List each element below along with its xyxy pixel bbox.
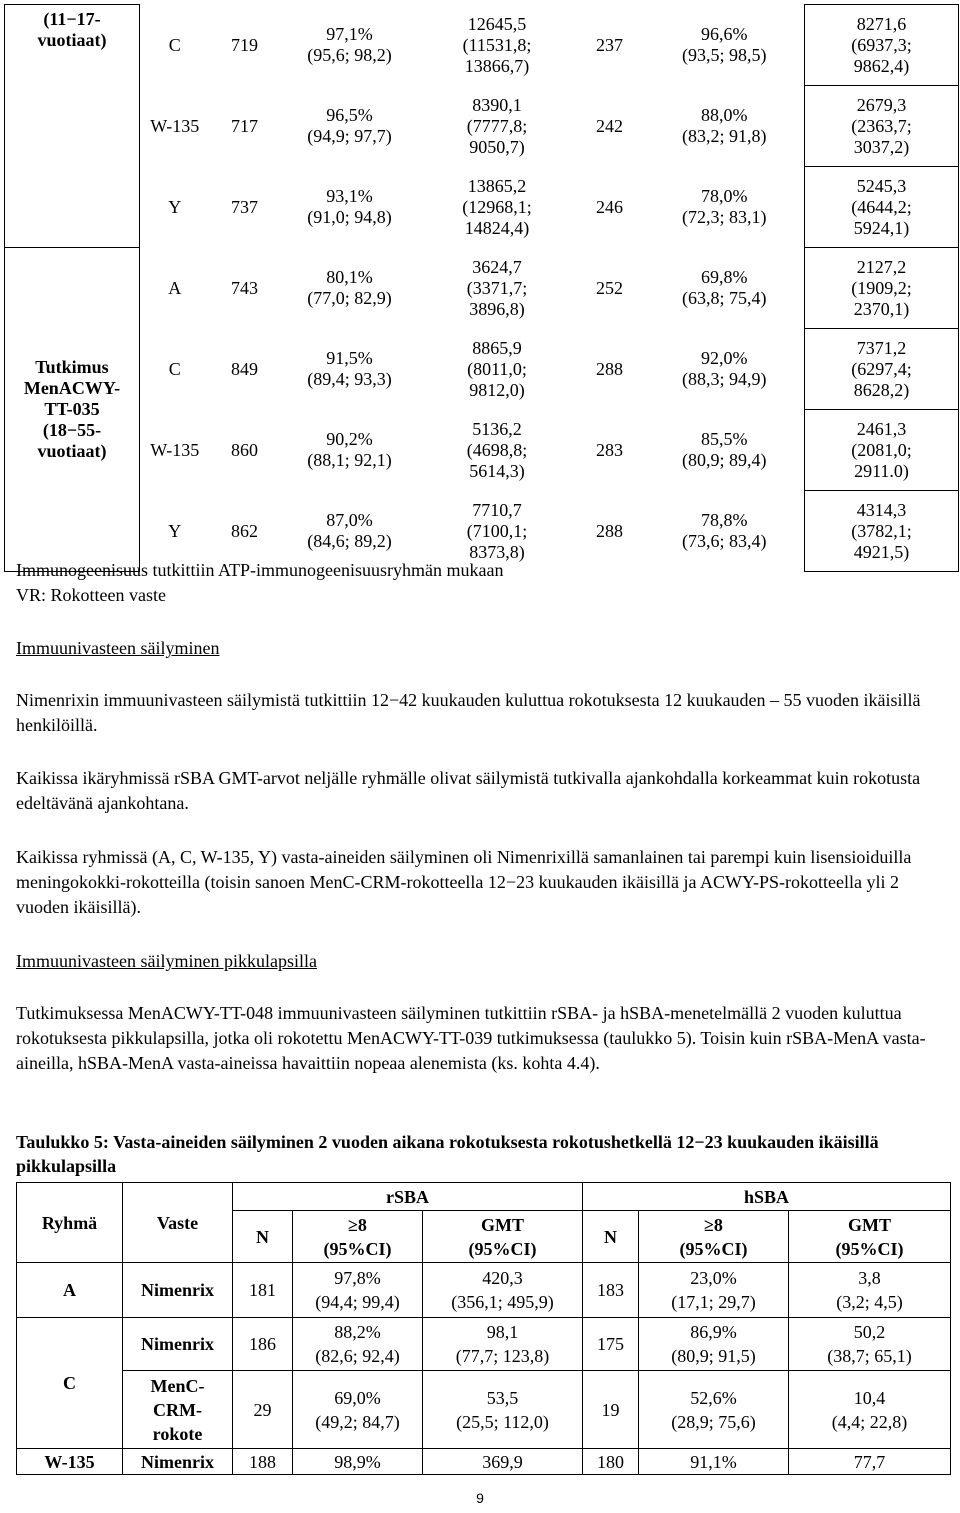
gmt-ci-high: 3896,8) — [469, 298, 525, 319]
gmt-ci-low: (7100,1; — [466, 520, 528, 541]
pct-value: 91,5% — [326, 348, 373, 368]
gmt2-ci-high: 5924,1) — [853, 217, 910, 238]
pct2-ci: (80,9; 89,4) — [682, 450, 767, 470]
cell-group: W-135 — [150, 439, 200, 460]
ci: (3,2; 4,5) — [836, 1292, 903, 1312]
pct2-ci: (93,5; 98,5) — [682, 45, 767, 65]
cell-vaste: Nimenrix — [123, 1263, 233, 1318]
cell-pct — [280, 329, 420, 410]
ci: (80,9; 91,5) — [671, 1346, 756, 1366]
cell-pct — [280, 248, 420, 329]
value: 97,8% — [334, 1268, 381, 1288]
gmt2-value: 2127,2 — [856, 256, 907, 277]
value: 52,6% — [690, 1387, 737, 1408]
cell-pct — [280, 167, 420, 248]
cell-n: 719 — [231, 34, 258, 55]
pct2-value: 78,0% — [701, 186, 748, 206]
header-vaste: Vaste — [123, 1183, 233, 1263]
cell-rsba-gmt: 369,9 — [423, 1449, 583, 1475]
gmt-ci-low: (8011,0; — [467, 358, 527, 379]
cell-n2: 237 — [596, 34, 623, 55]
cell-group: Y — [168, 520, 182, 541]
cell-rsba-pct: 98,9% — [293, 1449, 423, 1475]
gmt-ci-high: 14824,4) — [464, 217, 530, 238]
cell-group: C — [168, 358, 181, 379]
header-rsba: rSBA — [233, 1183, 583, 1211]
cell-group: Y — [168, 196, 182, 217]
cell-pct2 — [645, 167, 805, 248]
gmt-ci-high: 8373,8) — [469, 541, 525, 562]
cell-pct2 — [645, 329, 805, 410]
pct-value: 87,0% — [326, 510, 373, 530]
cell-gmt2 — [805, 410, 959, 491]
cell-gmt — [420, 248, 575, 329]
cell-rsba-n: 29 — [233, 1371, 293, 1449]
gmt-ci-high: 13866,7) — [464, 55, 530, 76]
ge8-label: ≥8 — [704, 1214, 723, 1235]
cell-hsba-gmt — [789, 1263, 951, 1318]
paragraph: Tutkimuksessa MenACWY-TT-048 immuunivasteen säilyminen tutkittiin rSBA- ja hSBA-menetelmällä 2 vuoden kuluttua rokotuksesta pikkulapsilla, jotka oli rokotettu MenACWY-TT-039 tutkimuksessa (taulukko 5). Toisin kuin rSBA-MenA vasta-aineilla, hSBA-MenA vasta-aineissa havaittiin nopeaa alenemista (ks. kohta 4.4). — [16, 1003, 926, 1073]
pct2-ci: (83,2; 91,8) — [682, 126, 767, 146]
pct2-value: 96,6% — [701, 24, 748, 44]
pct-ci: (94,9; 97,7) — [307, 126, 392, 146]
immunogenicity-table — [4, 4, 959, 572]
gmt-value: 12645,5 — [467, 13, 527, 34]
pct-ci: (84,6; 89,2) — [307, 531, 392, 551]
gmt2-ci-high: 2370,1) — [853, 298, 910, 319]
gmt2-ci-low: (3782,1; — [851, 520, 912, 541]
cell-group: A — [17, 1263, 123, 1318]
cell-hsba-pct — [639, 1371, 789, 1449]
cell-gmt — [420, 410, 575, 491]
cell-rsba-n: 186 — [233, 1318, 293, 1371]
group-label-11-17: (11−17- vuotiaat) — [5, 5, 140, 248]
cell-pct2 — [645, 410, 805, 491]
pct-value: 96,5% — [326, 105, 373, 125]
cell-group: W-135 — [150, 115, 200, 136]
ci: (25,5; 112,0) — [456, 1411, 549, 1432]
cell-hsba-n: 175 — [583, 1318, 639, 1371]
gmt2-ci-low: (4644,2; — [851, 196, 912, 217]
pct2-value: 78,8% — [701, 510, 748, 530]
cell-pct — [280, 410, 420, 491]
pct-ci: (91,0; 94,8) — [307, 207, 392, 227]
cell-n2: 246 — [596, 196, 623, 217]
gmt-ci-low: (12968,1; — [462, 196, 532, 217]
cell-gmt2 — [805, 248, 959, 329]
cell-hsba-gmt — [789, 1371, 951, 1449]
cell-pct2 — [645, 5, 805, 86]
pct-value: 97,1% — [326, 24, 373, 44]
gmt2-ci-high: 2911.0) — [854, 460, 909, 481]
cell-hsba-n: 180 — [583, 1449, 639, 1475]
ci-label: (95%CI) — [323, 1238, 392, 1259]
pct2-ci: (63,8; 75,4) — [682, 288, 767, 308]
cell-vaste: Nimenrix — [123, 1318, 233, 1371]
table-notes — [16, 558, 503, 608]
ci: (17,1; 29,7) — [671, 1292, 756, 1312]
cell-pct — [280, 5, 420, 86]
gmt2-ci-low: (6297,4; — [851, 358, 912, 379]
section-heading-persistence: Immuunivasteen säilyminen — [16, 638, 220, 658]
cell-vaste: MenC- CRM- rokote — [123, 1371, 233, 1449]
gmt-value: 13865,2 — [467, 175, 527, 196]
cell-gmt — [420, 5, 575, 86]
value: 10,4 — [853, 1387, 886, 1408]
cell-group: C — [168, 34, 181, 55]
header-ge8 — [639, 1211, 789, 1263]
ci: (356,1; 495,9) — [451, 1292, 554, 1312]
header-ryhma: Ryhmä — [17, 1183, 123, 1263]
cell-gmt2 — [805, 491, 959, 572]
pct-ci: (88,1; 92,1) — [307, 450, 392, 470]
cell-rsba-pct — [293, 1318, 423, 1371]
cell-pct — [280, 86, 420, 167]
value: 86,9% — [690, 1322, 737, 1342]
cell-gmt — [420, 86, 575, 167]
pct2-value: 88,0% — [701, 105, 748, 125]
header-n: N — [583, 1211, 639, 1263]
cell-gmt2 — [805, 167, 959, 248]
gmt-label: GMT — [481, 1214, 524, 1235]
pct2-value: 85,5% — [701, 429, 748, 449]
gmt-ci-low: (7777,8; — [466, 115, 528, 136]
header-gmt — [423, 1211, 583, 1263]
gmt2-ci-low: (6937,3; — [851, 34, 912, 55]
pct-ci: (89,4; 93,3) — [307, 369, 392, 389]
ci: (28,9; 75,6) — [671, 1411, 756, 1432]
pct2-ci: (73,6; 83,4) — [682, 531, 767, 551]
pct2-value: 92,0% — [701, 348, 748, 368]
cell-hsba-n: 183 — [583, 1263, 639, 1318]
cell-rsba-gmt — [423, 1263, 583, 1318]
gmt2-value: 2461,3 — [856, 418, 907, 439]
header-ge8 — [293, 1211, 423, 1263]
paragraph: Kaikissa ryhmissä (A, C, W-135, Y) vasta-aineiden säilyminen oli Nimenrixillä samanlainen tai parempi kuin lisensioiduilla meningokokki-rokotteilla (toisin sanoen MenC-CRM-rokotteella 12−23 kuukauden ikäisillä ja ACWY-PS-rokotteella yli 2 vuoden ikäisillä). — [16, 847, 912, 917]
gmt-ci-high: 9812,0) — [469, 379, 525, 400]
cell-n: 860 — [231, 439, 258, 460]
cell-n: 862 — [231, 520, 258, 541]
pct-value: 80,1% — [326, 267, 373, 287]
gmt2-ci-high: 9862,4) — [853, 55, 910, 76]
gmt2-value: 7371,2 — [856, 337, 907, 358]
ci: (38,7; 65,1) — [827, 1346, 912, 1366]
gmt2-value: 2679,3 — [856, 94, 907, 115]
ge8-label: ≥8 — [348, 1214, 367, 1235]
cell-pct2 — [645, 491, 805, 572]
gmt-ci-high: 5614,3) — [469, 460, 525, 481]
cell-n: 717 — [231, 115, 258, 136]
gmt2-ci-high: 8628,2) — [853, 379, 910, 400]
cell-gmt2 — [805, 5, 959, 86]
gmt-value: 7710,7 — [472, 499, 522, 520]
cell-gmt — [420, 329, 575, 410]
gmt2-value: 5245,3 — [856, 175, 907, 196]
gmt-ci-low: (11531,8; — [462, 34, 532, 55]
cell-n: 737 — [231, 196, 258, 217]
cell-n2: 283 — [596, 439, 623, 460]
table-caption: Taulukko 5: Vasta-aineiden säilyminen 2 vuoden aikana rokotuksesta rokotushetkellä 12−23 kuukauden ikäisillä pikkulapsilla — [16, 1132, 879, 1176]
section-heading-persistence-infants: Immuunivasteen säilyminen pikkulapsilla — [16, 951, 317, 971]
cell-n2: 288 — [596, 520, 623, 541]
cell-n2: 288 — [596, 358, 623, 379]
gmt-value: 3624,7 — [472, 256, 522, 277]
gmt-value: 8865,9 — [472, 337, 522, 358]
ci-label: (95%CI) — [468, 1238, 537, 1259]
gmt-label: GMT — [848, 1214, 891, 1235]
value: 50,2 — [853, 1322, 886, 1342]
header-n: N — [233, 1211, 293, 1263]
gmt2-ci-high: 4921,5) — [853, 541, 910, 562]
paragraph: Kaikissa ikäryhmissä rSBA GMT-arvot neljälle ryhmälle olivat säilymistä tutkivalla ajankohdalla korkeammat kuin rokotusta edeltävänä ajankohtana. — [16, 768, 921, 813]
note-vr: VR: Rokotteen vaste — [16, 585, 166, 605]
value: 23,0% — [690, 1268, 737, 1288]
gmt2-ci-low: (2081,0; — [851, 439, 912, 460]
cell-pct2 — [645, 86, 805, 167]
note-immunogenicity: Immunogeenisuus tutkittiin ATP-immunogeenisuusryhmän mukaan — [16, 560, 504, 580]
ci-label: (95%CI) — [679, 1238, 748, 1259]
value: 53,5 — [486, 1387, 519, 1408]
pct-value: 93,1% — [326, 186, 373, 206]
gmt2-ci-low: (1909,2; — [851, 277, 912, 298]
gmt-ci-low: (4698,8; — [466, 439, 528, 460]
cell-rsba-n: 181 — [233, 1263, 293, 1318]
value: 98,1 — [486, 1322, 519, 1342]
gmt-ci-high: 9050,7) — [469, 136, 525, 157]
ci: (94,4; 99,4) — [315, 1292, 400, 1312]
persistence-table — [16, 1182, 951, 1475]
cell-group: W-135 — [17, 1449, 123, 1475]
cell-n2: 252 — [596, 277, 623, 298]
group-label-18-55: Tutkimus MenACWY- TT-035 (18−55- vuotiaat) — [5, 248, 140, 572]
cell-group: A — [168, 277, 182, 298]
gmt2-value: 8271,6 — [856, 13, 907, 34]
cell-n: 849 — [231, 358, 258, 379]
value: 420,3 — [482, 1268, 523, 1288]
header-gmt — [789, 1211, 951, 1263]
pct-ci: (77,0; 82,9) — [307, 288, 392, 308]
pct-ci: (95,6; 98,2) — [307, 45, 392, 65]
gmt2-ci-high: 3037,2) — [853, 136, 910, 157]
gmt2-ci-low: (2363,7; — [851, 115, 912, 136]
gmt-value: 8390,1 — [472, 94, 522, 115]
cell-hsba-pct: 91,1% — [639, 1449, 789, 1475]
cell-gmt2 — [805, 329, 959, 410]
cell-vaste: Nimenrix — [123, 1449, 233, 1475]
cell-rsba-gmt — [423, 1318, 583, 1371]
value: 3,8 — [858, 1268, 881, 1288]
cell-hsba-gmt — [789, 1318, 951, 1371]
cell-pct2 — [645, 248, 805, 329]
ci: (77,7; 123,8) — [455, 1346, 550, 1366]
pct2-value: 69,8% — [701, 267, 748, 287]
cell-rsba-pct — [293, 1263, 423, 1318]
cell-hsba-n: 19 — [583, 1371, 639, 1449]
gmt-ci-low: (3371,7; — [466, 277, 528, 298]
cell-hsba-pct — [639, 1318, 789, 1371]
cell-n: 743 — [231, 277, 258, 298]
value: 69,0% — [334, 1387, 381, 1408]
pct-value: 90,2% — [326, 429, 373, 449]
cell-rsba-gmt — [423, 1371, 583, 1449]
ci: (4,4; 22,8) — [831, 1411, 908, 1432]
ci: (49,2; 84,7) — [315, 1411, 400, 1432]
ci-label: (95%CI) — [835, 1238, 904, 1259]
header-hsba: hSBA — [583, 1183, 951, 1211]
cell-gmt2 — [805, 86, 959, 167]
page-number: 9 — [476, 1490, 484, 1506]
pct2-ci: (72,3; 83,1) — [682, 207, 767, 227]
value: 88,2% — [334, 1322, 381, 1342]
gmt-value: 5136,2 — [472, 418, 522, 439]
pct2-ci: (88,3; 94,9) — [682, 369, 767, 389]
cell-rsba-pct — [293, 1371, 423, 1449]
cell-rsba-n: 188 — [233, 1449, 293, 1475]
cell-group: C — [17, 1318, 123, 1449]
cell-hsba-gmt: 77,7 — [789, 1449, 951, 1475]
ci: (82,6; 92,4) — [315, 1346, 400, 1366]
cell-gmt — [420, 167, 575, 248]
cell-n2: 242 — [596, 115, 623, 136]
gmt2-value: 4314,3 — [856, 499, 907, 520]
paragraph: Nimenrixin immuunivasteen säilymistä tutkittiin 12−42 kuukauden kuluttua rokotuksesta 12 kuukauden – 55 vuoden ikäisillä henkilöillä. — [16, 690, 921, 735]
cell-hsba-pct — [639, 1263, 789, 1318]
